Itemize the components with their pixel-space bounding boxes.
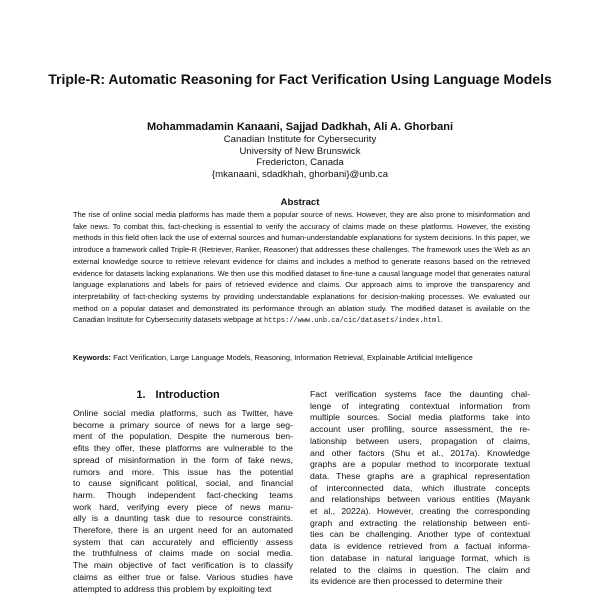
body-text-line: lationship between users, propagation of claims, [310, 435, 530, 446]
dataset-url-link[interactable]: https://www.unb.ca/cic/datasets/index.html [264, 317, 441, 326]
affiliation-university: University of New Brunswick [239, 145, 361, 157]
affiliation-institute: Canadian Institute for Cybersecurity [223, 134, 377, 145]
body-text-line: et al., 2022a). However, creating the corresponding [310, 506, 530, 517]
section-number: 1. [136, 389, 146, 401]
abstract-body [73, 209, 530, 328]
paper-title: Triple-R: Automatic Reasoning for Fact Verification Using Language Models [48, 71, 552, 87]
body-text-line: attempted to address this problem by exploiting text [73, 583, 272, 594]
abstract-text: The rise of online social media platforms has made them a popular source of news. However, they are also prone to misinformation and fake news. To combat this, fact-checking is essential to verify the accuracy of claims made on these platforms. However, the existing methods in this field often lack the use of external sources and human-understandable explanations for system decisions. In this paper, we introduce a framework called Triple-R (Retriever, Ranker, Reasoner) that addresses these challenges. The framework uses the Web as an external knowledge source to retrieve relevant evidence for claims and includes a method to generate reasons based on the retrieved evidence for datasets lacking explanations. We then use this modified dataset to fine-tune a causal language model that generates natural language explanations and labels for pairs of retrieved evidence and claims. Our approach aims to improve the transparency and interpretability of fact-checking systems by providing understandable explanations for decision-making processes. We evaluated our method on a popular dataset and demonstrated its performance through an ablation study. The modified dataset is available on the Canadian Institute for Cybersecurity datasets webpage at [73, 210, 530, 325]
body-text-line: graph and extracting the relationship between enti- [310, 517, 530, 528]
affiliation-block [40, 134, 560, 180]
abstract-heading: Abstract [280, 197, 320, 208]
right-column-text [310, 389, 530, 588]
body-text-line: rumors and more. This issue has the potential [73, 466, 293, 477]
section-heading-introduction [73, 388, 293, 402]
body-text-line: work hard, verifying every piece of news manu- [73, 501, 293, 512]
body-text-line: The main objective of fact verification is to classify [73, 560, 293, 571]
body-text-line: its evidence are then processed to determine their [310, 576, 503, 587]
body-text-line: and other factors (Shu et al., 2017a). Knowledge [310, 447, 530, 458]
body-text-line: data is evidence retrieved from a factual informa- [310, 541, 530, 552]
body-text-line: the truthfulness of claims made on social media. [73, 548, 293, 559]
abstract-end: . [440, 315, 443, 325]
body-text-line: multiple sources. Social media platforms take into [310, 412, 530, 423]
body-text-line: of interconnected data, which illustrate concepts [310, 482, 530, 493]
affiliation-location: Fredericton, Canada [256, 157, 344, 168]
body-text-line: claims as either true or false. Various studies have [73, 571, 293, 582]
body-text-line: and relationships between various entities (Mayank [310, 494, 530, 505]
keywords-text: Fact Verification, Large Language Models, Reasoning, Information Retrieval, Explainable Artificial Intelligence [111, 353, 473, 362]
body-text-line: become a primary source of news for a large seg- [73, 419, 293, 430]
body-text-line: related to the claims in question. The claim and [310, 564, 530, 575]
body-text-line: lenge of integrating contextual information from [310, 400, 530, 411]
body-text-line: tion database in natural language format, which is [310, 552, 530, 563]
body-text-line: account user profiling, source assessment, the re- [310, 424, 530, 435]
body-text-line: ment of the population. Despite the numerous ben- [73, 431, 293, 442]
keywords-label: Keywords: [73, 353, 112, 362]
body-text-line: spread of misinformation in the form of fake news, [73, 454, 293, 465]
body-text-line: system that can accurately and efficiently assess [73, 536, 293, 547]
body-text-line: Online social media platforms, such as Twitter, have [73, 408, 293, 418]
body-text-line: efits they offer, these platforms are vulnerable to the [73, 443, 293, 454]
left-column-text [73, 408, 293, 595]
body-text-line: to cause significant political, social, and financial [73, 478, 293, 489]
keywords-block [73, 352, 530, 364]
body-text-line: data. These graphs are a graphical representation [310, 470, 530, 481]
body-text-line: ally is a daunting task due to resource constraints. [73, 513, 293, 524]
body-text-line: Fact verification systems face the daunting chal- [310, 389, 530, 399]
body-text-line: Therefore, there is an urgent need for an automated [73, 525, 293, 536]
affiliation-emails: {mkanaani, sdadkhah, ghorbani}@unb.ca [211, 168, 389, 180]
body-text-line: graphs are a popular method to incorporate textual [310, 459, 530, 470]
section-title: Introduction [155, 389, 220, 401]
body-text-line: ties can be challenging. Another type of contextual [310, 529, 530, 540]
body-text-line: harm. Though independent fact-checking teams [73, 489, 293, 500]
author-list: Mohammadamin Kanaani, Sajjad Dadkhah, Ali A. Ghorbani [146, 121, 454, 133]
